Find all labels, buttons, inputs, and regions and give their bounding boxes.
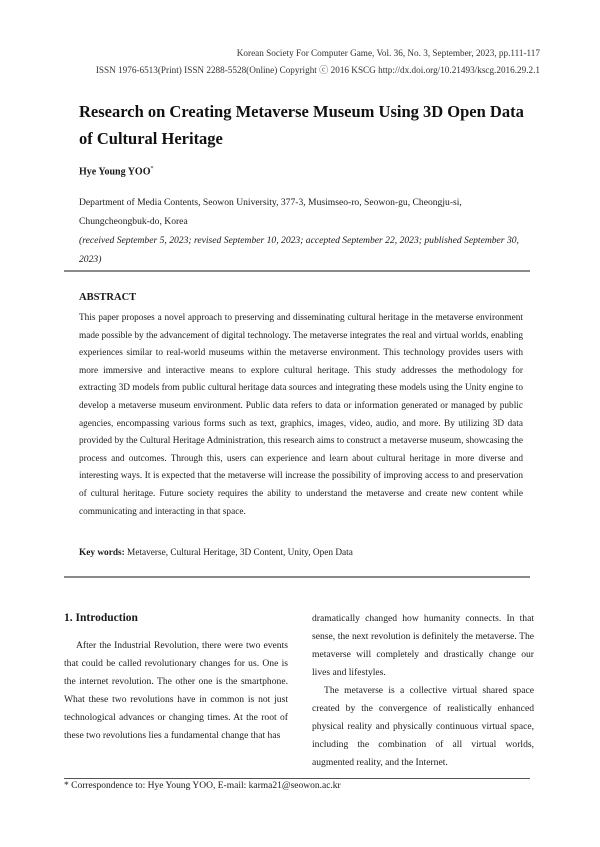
intro-paragraph-continued: dramatically changed how humanity connects. In that sense, the next revolution is definitely the metaverse. The metaverse will completely and drastically change our lives and lifestyles.: [312, 613, 534, 678]
column-right: [312, 610, 534, 772]
journal-issn: ISSN 1976-6513(Print) ISSN 2288-5528(Online) Copyright ⓒ 2016 KSCG http://dx.doi.org/10.21493/kscg.2016.29.2.1: [95, 65, 540, 75]
affiliation-block: [79, 193, 529, 269]
author-mark: *: [150, 166, 154, 172]
affiliation: Department of Media Contents, Seowon University, 377-3, Musimseo-ro, Seowon-gu, Cheongju-si, Chungcheongbuk-do, Korea: [79, 197, 462, 227]
footnote-divider: [64, 778, 530, 779]
intro-paragraph-1: After the Industrial Revolution, there were two events that could be called revolutionary changes for us. One is the internet revolution. The other one is the smartphone. What these two revolutions have in common is not just technological advances or changing times. At the root of these two revolutions lies a fundamental change that has: [64, 640, 288, 741]
publication-dates: (received September 5, 2023; revised September 10, 2023; accepted September 22, 2023; published September 30, 2023): [79, 235, 519, 265]
keywords-label: Key words:: [79, 548, 125, 558]
section-heading: 1. Introduction: [64, 612, 138, 624]
author: [79, 166, 154, 177]
keywords: [79, 548, 353, 558]
intro-paragraph-2: The metaverse is a collective virtual shared space created by the convergence of realistically enhanced physical reality and physically continuous virtual space, including the combination of all virtual worlds, augmented reality, and the Internet.: [312, 685, 534, 768]
abstract-heading: ABSTRACT: [79, 292, 137, 303]
column-left: [64, 612, 288, 745]
author-name: Hye Young YOO: [79, 166, 151, 178]
journal-header: [96, 46, 540, 77]
journal-citation: Korean Society For Computer Game, Vol. 36, No. 3, September, 2023, pp.111-117: [236, 48, 540, 58]
abstract-text: This paper proposes a novel approach to preserving and disseminating cultural heritage in the metaverse environment made possible by the advancement of digital technology. The metaverse integrates the real and virtual worlds, enabling experiences similar to real-world museums within the metaverse environment. This technology provides users with more immersive and interactive means to explore cultural heritage. This study addresses the methodology for extracting 3D models from public cultural heritage data sources and integrating these models using the Unity engine to develop a metaverse museum environment. Public data refers to data or information generated or managed by public agencies, encompassing various forms such as text, graphics, images, video, audio, and more. By utilizing 3D data provided by the Cultural Heritage Administration, this research aims to construct a metaverse museum, showcasing the process and outcomes. Through this, users can experience and learn about cultural heritage in more diverse and interesting ways. It is expected that the metaverse will increase the possibility of improving access to and preservation of cultural heritage. Future society requires the ability to understand the metaverse and create new content while communicating and interacting in that space.: [79, 313, 523, 517]
keywords-text: Metaverse, Cultural Heritage, 3D Content, Unity, Open Data: [127, 548, 353, 558]
divider-bottom: [64, 576, 530, 578]
footnote: * Correspondence to: Hye Young YOO, E-mail: karma21@seowon.ac.kr: [64, 781, 341, 791]
divider-top: [64, 270, 530, 272]
paper-title: Research on Creating Metaverse Museum Using 3D Open Data of Cultural Heritage: [79, 102, 524, 148]
